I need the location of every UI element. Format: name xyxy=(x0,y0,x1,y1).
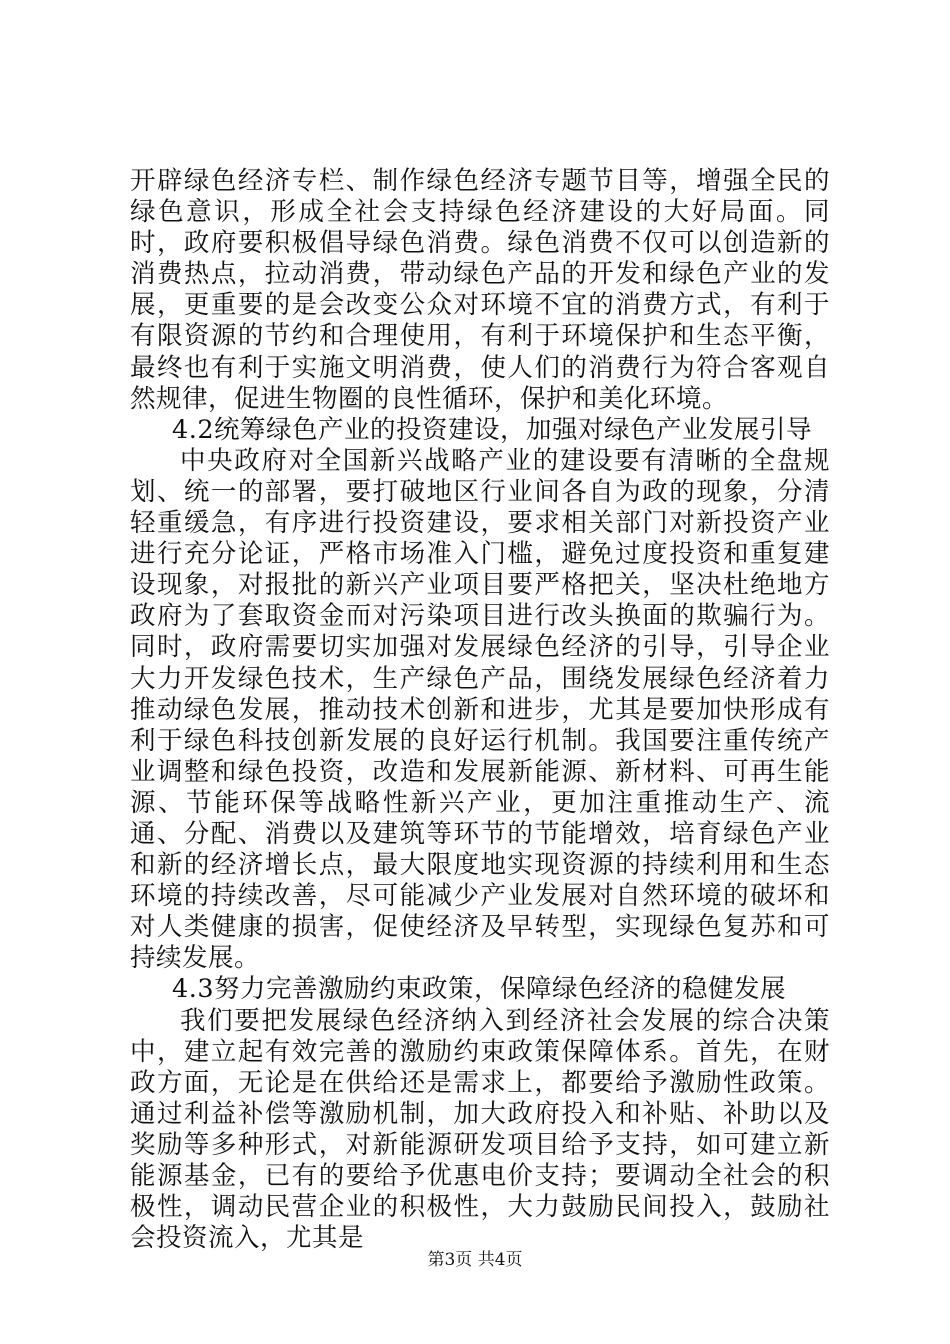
section-heading-4-2: 4.2统筹绿色产业的投资建设，加强对绿色产业发展引导 xyxy=(172,414,813,445)
body-paragraph-1: 开辟绿色经济专栏、制作绿色经济专题节目等，增强全民的绿色意识，形成全社会支持绿色经济建设的大好局面。同时，政府要积极倡导绿色消费。绿色消费不仅可以创造新的消费热点，拉动消费，带动绿色产品的开发和绿色产业的发展，更重要的是会改变公众对环境不宜的消费方式，有利于有限资源的节约和合理使用，有利于环境保护和生态平衡，最终也有利于实施文明消费，使人们的消费行为符合客观自然规律，促进生物圈的良性循环，保护和美化环境。 xyxy=(130,166,830,414)
document-body xyxy=(130,166,830,1254)
page-footer: 第3页 共4页 xyxy=(427,1250,523,1270)
body-paragraph-2: 中央政府对全国新兴战略产业的建设要有清晰的全盘规划、统一的部署，要打破地区行业间各自为政的现象，分清轻重缓急，有序进行投资建设，要求相关部门对新投资产业进行充分论证，严格市场准入门槛，避免过度投资和重复建设现象，对报批的新兴产业项目要严格把关，坚决杜绝地方政府为了套取资金而对污染项目进行改头换面的欺骗行为。同时，政府需要切实加强对发展绿色经济的引导，引导企业大力开发绿色技术，生产绿色产品，围绕发展绿色经济着力推动绿色发展，推动技术创新和进步，尤其是要加快形成有利于绿色科技创新发展的良好运行机制。我国要注重传统产业调整和绿色投资，改造和发展新能源、新材料、可再生能源、节能环保等战略性新兴产业，更加注重推动生产、流通、分配、消费以及建筑等环节的节能增效，培育绿色产业和新的经济增长点，最大限度地实现资源的持续利用和生态环境的持续改善，尽可能减少产业发展对自然环境的破坏和对人类健康的损害，促使经济及早转型，实现绿色复苏和可持续发展。 xyxy=(130,445,830,974)
body-paragraph-3: 我们要把发展绿色经济纳入到经济社会发展的综合决策中，建立起有效完善的激励约束政策保障体系。首先，在财政方面，无论是在供给还是需求上，都要给予激励性政策。通过利益补偿等激励机制，加大政府投入和补贴、补助以及奖励等多种形式，对新能源研发项目给予支持，如可建立新能源基金，已有的要给予优惠电价支持；要调动全社会的积极性，调动民营企业的积极性，大力鼓励民间投入，鼓励社会投资流入，尤其是 xyxy=(130,1005,830,1254)
section-heading-4-3: 4.3努力完善激励约束政策，保障绿色经济的稳健发展 xyxy=(172,974,787,1005)
